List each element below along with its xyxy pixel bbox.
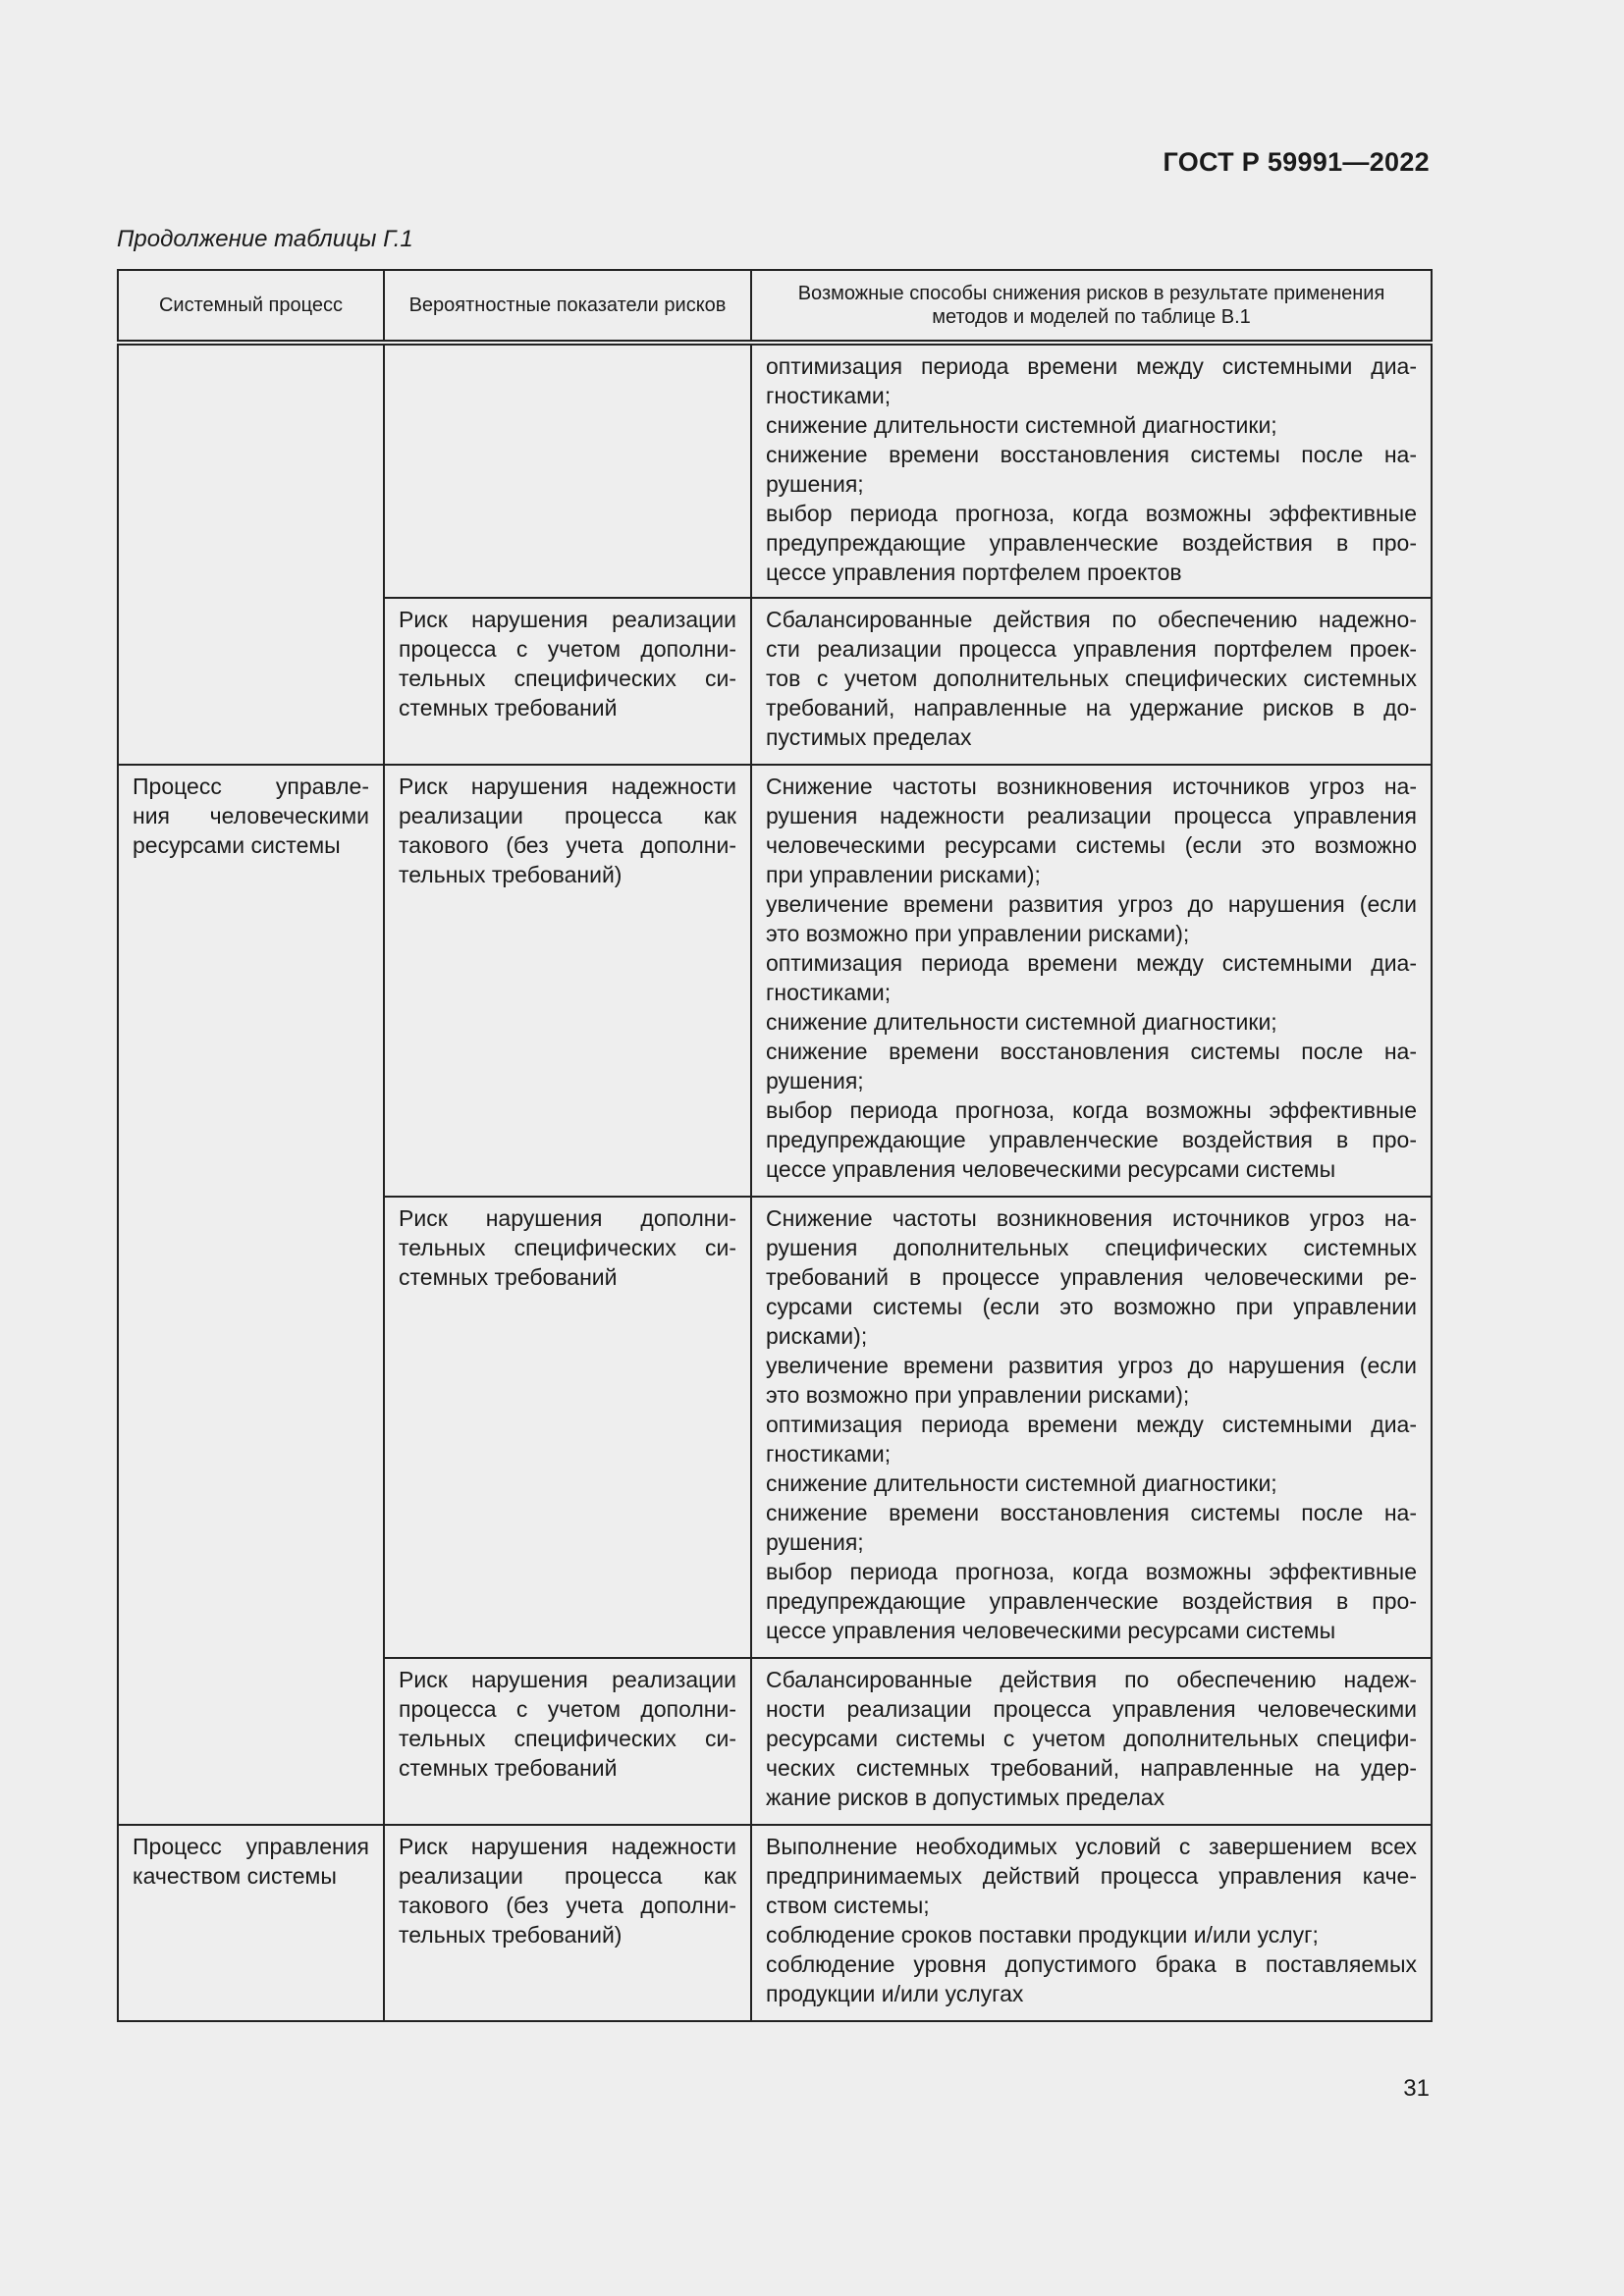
- cell-line: требований, направленные на удержание рисков в до-: [766, 695, 1417, 721]
- cell-line: снижение времени восстановления системы после на-: [766, 1039, 1417, 1064]
- cell-line: выбор периода прогноза, когда возможны эффективные: [766, 501, 1417, 526]
- cell-line: жание рисков в допустимых пределах: [766, 1785, 1165, 1810]
- cell-line: гностиками;: [766, 383, 892, 408]
- cell-line: ния человеческими: [133, 803, 369, 828]
- measures-cell: [751, 1197, 1432, 1658]
- table-row: [118, 343, 1432, 598]
- cell-line: качеством системы: [133, 1863, 337, 1889]
- cell-line: гностиками;: [766, 980, 892, 1005]
- cell-line: Снижение частоты возникновения источников угроз на-: [766, 1205, 1417, 1231]
- risk-cell: [384, 765, 751, 1197]
- cell-line: Процесс управления: [133, 1834, 369, 1859]
- cell-line: цессе управления портфелем проектов: [766, 560, 1182, 585]
- cell-line: реализации процесса как: [399, 1863, 736, 1889]
- cell-line: оптимизация периода времени между системными диа-: [766, 353, 1417, 379]
- cell-line: сти реализации процесса управления портфелем проек-: [766, 636, 1417, 662]
- risk-cell: [384, 598, 751, 765]
- cell-line: предупреждающие управленческие воздействия в про-: [766, 1127, 1417, 1152]
- measures-cell: [751, 1825, 1432, 2021]
- cell-line: оптимизация периода времени между системными диа-: [766, 1412, 1417, 1437]
- cell-line: цессе управления человеческими ресурсами системы: [766, 1156, 1336, 1182]
- cell-line: оптимизация периода времени между системными диа-: [766, 950, 1417, 976]
- cell-line: предпринимаемых действий процесса управления каче-: [766, 1863, 1417, 1889]
- table-body: [118, 343, 1432, 2021]
- table-caption: Продолжение таблицы Г.1: [117, 226, 413, 252]
- cell-line: ресурсами системы: [133, 832, 341, 858]
- cell-line: процесса с учетом дополни-: [399, 636, 736, 662]
- column-header-risk-indicators: Вероятностные показатели рисков: [384, 270, 751, 343]
- cell-line: ством системы;: [766, 1893, 930, 1918]
- cell-line: Риск нарушения реализации: [399, 1667, 736, 1692]
- document-code: ГОСТ Р 59991—2022: [1163, 147, 1430, 177]
- cell-line: тельных требований): [399, 1922, 623, 1948]
- risk-table: [117, 269, 1433, 2022]
- cell-line: тельных требований): [399, 862, 623, 887]
- cell-line: Снижение частоты возникновения источников угроз на-: [766, 774, 1417, 799]
- cell-line: это возможно при управлении рисками);: [766, 1382, 1190, 1408]
- cell-line: рушения;: [766, 1068, 864, 1094]
- cell-line: процесса с учетом дополни-: [399, 1696, 736, 1722]
- cell-line: сурсами системы (если это возможно при управлении: [766, 1294, 1417, 1319]
- cell-line: требований в процессе управления человеческими ре-: [766, 1264, 1417, 1290]
- cell-line: тельных специфических си-: [399, 1726, 736, 1751]
- table-row: [118, 765, 1432, 1197]
- cell-line: рушения дополнительных специфических системных: [766, 1235, 1417, 1260]
- cell-line: снижение времени восстановления системы после на-: [766, 442, 1417, 467]
- cell-line: рушения надежности реализации процесса управления: [766, 803, 1417, 828]
- process-cell: [118, 343, 384, 765]
- cell-line: Процесс управле-: [133, 774, 369, 799]
- cell-line: Сбалансированные действия по обеспечению надежно-: [766, 607, 1417, 632]
- cell-line: Риск нарушения надежности: [399, 1834, 736, 1859]
- risk-cell: [384, 1197, 751, 1658]
- cell-line: соблюдение уровня допустимого брака в поставляемых: [766, 1951, 1417, 1977]
- cell-line: это возможно при управлении рисками);: [766, 921, 1190, 946]
- risk-cell: [384, 1825, 751, 2021]
- measures-cell: [751, 598, 1432, 765]
- cell-line: Сбалансированные действия по обеспечению надеж-: [766, 1667, 1417, 1692]
- cell-line: снижение длительности системной диагностики;: [766, 412, 1277, 438]
- page-number: 31: [1403, 2075, 1430, 2102]
- process-cell: [118, 765, 384, 1825]
- cell-line: человеческими ресурсами системы (если это возможно: [766, 832, 1417, 858]
- table-row: [118, 1825, 1432, 2021]
- cell-line: тельных специфических си-: [399, 1235, 736, 1260]
- risk-cell: [384, 1658, 751, 1825]
- measures-cell: [751, 1658, 1432, 1825]
- process-cell: [118, 1825, 384, 2021]
- cell-line: выбор периода прогноза, когда возможны эффективные: [766, 1097, 1417, 1123]
- cell-line: предупреждающие управленческие воздействия в про-: [766, 530, 1417, 556]
- cell-line: предупреждающие управленческие воздействия в про-: [766, 1588, 1417, 1614]
- cell-line: тельных специфических си-: [399, 666, 736, 691]
- measures-cell: [751, 765, 1432, 1197]
- cell-line: такового (без учета дополни-: [399, 832, 736, 858]
- column-header-process: Системный процесс: [118, 270, 384, 343]
- cell-line: Риск нарушения надежности: [399, 774, 736, 799]
- cell-line: стемных требований: [399, 695, 618, 721]
- table-header-row: [118, 270, 1432, 343]
- cell-line: соблюдение сроков поставки продукции и/или услуг;: [766, 1922, 1319, 1948]
- cell-line: продукции и/или услугах: [766, 1981, 1024, 2006]
- cell-line: реализации процесса как: [399, 803, 736, 828]
- cell-line: снижение времени восстановления системы после на-: [766, 1500, 1417, 1525]
- cell-line: рушения;: [766, 1529, 864, 1555]
- cell-line: ческих системных требований, направленные на удер-: [766, 1755, 1417, 1781]
- cell-line: снижение длительности системной диагностики;: [766, 1009, 1277, 1035]
- column-header-risk-reduction: Возможные способы снижения рисков в результате применения методов и моделей по таблице В.1: [751, 270, 1432, 343]
- cell-line: гностиками;: [766, 1441, 892, 1467]
- cell-line: Риск нарушения дополни-: [399, 1205, 736, 1231]
- cell-line: ности реализации процесса управления человеческими: [766, 1696, 1417, 1722]
- cell-line: ресурсами системы с учетом дополнительных специфи-: [766, 1726, 1417, 1751]
- risk-cell: [384, 343, 751, 598]
- cell-line: стемных требований: [399, 1755, 618, 1781]
- cell-line: рисками);: [766, 1323, 868, 1349]
- cell-line: выбор периода прогноза, когда возможны эффективные: [766, 1559, 1417, 1584]
- cell-line: при управлении рисками);: [766, 862, 1041, 887]
- cell-line: такового (без учета дополни-: [399, 1893, 736, 1918]
- cell-line: снижение длительности системной диагностики;: [766, 1470, 1277, 1496]
- cell-line: тов с учетом дополнительных специфических системных: [766, 666, 1417, 691]
- cell-line: увеличение времени развития угроз до нарушения (если: [766, 891, 1417, 917]
- cell-line: Выполнение необходимых условий с завершением всех: [766, 1834, 1417, 1859]
- cell-line: увеличение времени развития угроз до нарушения (если: [766, 1353, 1417, 1378]
- cell-line: стемных требований: [399, 1264, 618, 1290]
- cell-line: пустимых пределах: [766, 724, 972, 750]
- measures-cell: [751, 343, 1432, 598]
- cell-line: рушения;: [766, 471, 864, 497]
- cell-line: Риск нарушения реализации: [399, 607, 736, 632]
- cell-line: цессе управления человеческими ресурсами системы: [766, 1618, 1336, 1643]
